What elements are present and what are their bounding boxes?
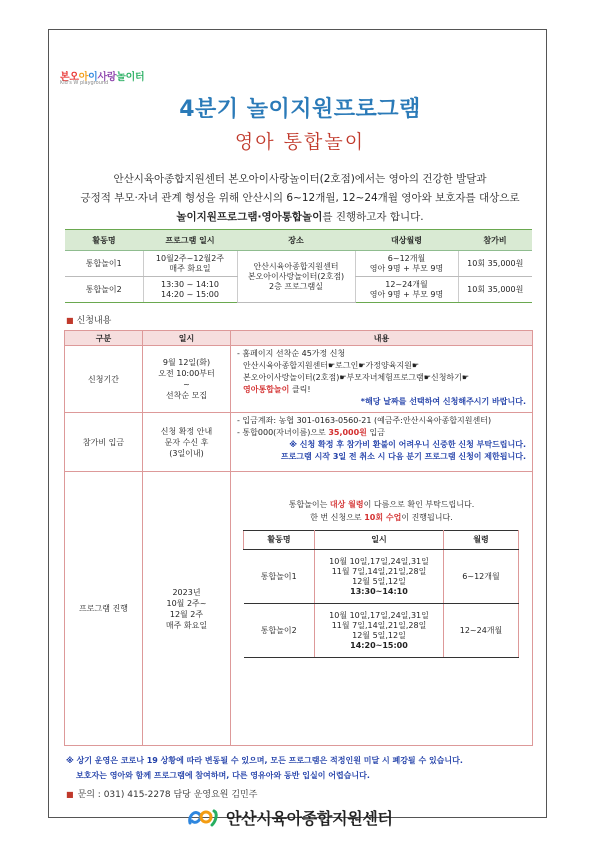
table-row — [65, 472, 533, 746]
date-line: 오전 10:00부터 — [158, 369, 215, 378]
target-age: 12~24개월 — [444, 604, 519, 658]
intro-line: 긍정적 부모·자녀 관계 형성을 위해 안산시의 6~12개월, 12~24개월 영아와 보호자를 대상으로 — [80, 192, 520, 204]
warning-text: 프로그램 시작 3일 전 취소 시 다음 분기 프로그램 신청이 제한됩니다. — [280, 452, 526, 461]
program-message — [231, 498, 532, 524]
date-line: 신청 확정 안내 — [160, 426, 213, 436]
content-text: 통합놀이는 — [288, 500, 330, 509]
content-text: 이 진행됩니다. — [401, 513, 453, 522]
deposit-amount: 35,000원 — [328, 428, 367, 437]
date-line: ~ — [183, 380, 190, 389]
age-line: 영아 9명 + 부모 9명 — [369, 263, 444, 273]
age-line: 6~12개월 — [387, 253, 426, 263]
table-row — [65, 346, 533, 413]
col-header: 대상월령 — [355, 230, 458, 251]
org-logo — [186, 806, 393, 829]
message-line — [231, 498, 532, 511]
date-line: (3일이내) — [169, 448, 204, 458]
summary-table — [65, 229, 532, 303]
row-date — [143, 413, 231, 472]
section-title: 신청내용 — [76, 316, 112, 326]
content-line: - 홈페이지 선착순 45가정 신청 — [237, 349, 346, 358]
application-table — [64, 330, 533, 746]
activity-name: 통합놀이2 — [65, 277, 143, 303]
program-date — [143, 251, 237, 277]
org-name: 안산시육아종합지원센터 — [226, 809, 393, 828]
row-content — [231, 413, 533, 472]
schedule-dates — [315, 550, 444, 604]
program-time — [143, 277, 237, 303]
target-age: 6~12개월 — [444, 550, 519, 604]
logo-part: 사랑 — [97, 72, 117, 83]
row-content — [231, 346, 533, 413]
col-header: 일시 — [315, 531, 444, 550]
col-header: 참가비 — [458, 230, 532, 251]
notice-text: *해당 날짜를 선택하여 신청해주시기 바랍니다. — [360, 397, 526, 406]
content-line — [237, 384, 532, 396]
schedule-table — [243, 530, 519, 658]
row-content — [231, 472, 533, 746]
fee: 10회 35,000원 — [458, 277, 532, 303]
row-label: 참가비 입금 — [65, 413, 143, 472]
page-title: 4분기 놀이지원프로그램 — [179, 97, 421, 122]
col-header: 장소 — [237, 230, 355, 251]
col-header: 월령 — [444, 531, 519, 550]
logo-part: 이 — [88, 72, 98, 83]
message-line — [231, 511, 532, 524]
date-line: 12월 5일,12일 — [352, 630, 406, 640]
warning-text: ※ 신청 확정 후 참가비 환불이 어려우니 신중한 신청 부탁드립니다. — [289, 440, 526, 449]
intro-rest: 를 진행하고자 합니다. — [322, 211, 424, 223]
date-line: 11월 7일,14일,21일,28일 — [331, 620, 427, 630]
row-date — [143, 472, 231, 746]
table-row — [244, 550, 519, 604]
time-line: 14:20 ~ 15:00 — [161, 289, 219, 299]
col-header: 일시 — [143, 331, 231, 346]
contact-text: 문의 : 031) 415-2278 담당 운영요원 김민주 — [77, 790, 258, 800]
content-text: 한 번 신청으로 — [310, 513, 365, 522]
content-text: 입금 — [366, 428, 385, 437]
table-row — [65, 413, 533, 472]
target-age — [355, 251, 458, 277]
schedule-dates — [315, 604, 444, 658]
place-line: 2층 프로그램실 — [268, 281, 323, 291]
row-label: 신청기간 — [65, 346, 143, 413]
date-line: 선착순 모집 — [165, 391, 208, 400]
date-line: 10월 10일,17일,24일,31일 — [329, 610, 429, 620]
col-header: 프로그램 일시 — [143, 230, 237, 251]
date-line: 9월 12일(화) — [162, 358, 211, 367]
intro-line: 안산시육아종합지원센터 본오아이사랑놀이터(2호점)에서는 영아의 건강한 발달과 — [113, 173, 487, 185]
section-heading — [66, 313, 111, 326]
time-line: 14:20~15:00 — [350, 640, 408, 650]
logo-tagline: Kid's W playground — [60, 80, 109, 86]
col-header: 활동명 — [244, 531, 315, 550]
notice-line: ※ 상기 운영은 코로나 19 상황에 따라 변동될 수 있으며, 모든 프로그램은 적정인원 미달 시 폐강될 수 있습니다. — [66, 756, 463, 765]
logo-part: 본오 — [60, 72, 79, 83]
deposit-info — [237, 427, 532, 439]
logo-part: 놀이터 — [116, 72, 145, 83]
table-row — [244, 604, 519, 658]
time-line: 13:30~14:10 — [350, 586, 408, 596]
content-line: 안산시육아종합지원센터☛로그인☛가정양육지원☛ — [243, 361, 420, 370]
table-row — [65, 251, 532, 277]
date-line: 10월2주~12월2주 — [155, 253, 225, 263]
date-line: 10월 2주~ — [166, 598, 207, 608]
logo-part: 아 — [78, 72, 89, 83]
date-line: 12월 5일,12일 — [352, 576, 406, 586]
square-bullet-icon: ■ — [66, 316, 74, 325]
date-line: 12월 2주 — [169, 609, 204, 619]
content-line: 본오아이사랑놀이터(2호점)☛부모자녀체험프로그램☛신청하기☛ — [243, 373, 470, 382]
program-place — [237, 251, 355, 303]
date-line: 문자 수신 후 — [164, 437, 209, 447]
activity-name: 통합놀이1 — [244, 550, 315, 604]
notice-block — [66, 753, 536, 783]
date-line: 매주 화요일 — [165, 620, 208, 630]
place-line: 본오아이사랑놀이터(2호점) — [247, 271, 345, 281]
col-header: 활동명 — [65, 230, 143, 251]
contact-info — [66, 787, 257, 800]
row-label: 프로그램 진행 — [65, 472, 143, 746]
activity-name: 통합놀이1 — [65, 251, 143, 277]
content-text: 이 다름으로 확인 부탁드립니다. — [363, 500, 475, 509]
center-logo-icon — [186, 807, 220, 829]
date-line: 11월 7일,14일,21일,28일 — [331, 566, 427, 576]
content-text: 클릭! — [289, 385, 311, 394]
highlight-text: 대상 월령 — [329, 500, 364, 509]
content-text: - 통합000(자녀이름)으로 — [237, 428, 329, 437]
intro-line — [60, 208, 540, 227]
date-line: 매주 화요일 — [169, 263, 211, 273]
highlight-text: 10회 수업 — [364, 513, 402, 522]
highlight-text: 영아통합놀이 — [243, 385, 290, 394]
fee: 10회 35,000원 — [458, 251, 532, 277]
intro-text — [60, 170, 540, 227]
page-subtitle: 영아 통합놀이 — [234, 131, 366, 153]
time-line: 13:30 ~ 14:10 — [161, 279, 219, 289]
date-line: 2023년 — [172, 587, 201, 597]
col-header: 내용 — [231, 331, 533, 346]
col-header: 구분 — [65, 331, 143, 346]
target-age — [355, 277, 458, 303]
place-line: 안산시육아종합지원센터 — [253, 261, 339, 271]
square-bullet-icon: ■ — [66, 790, 74, 799]
row-date — [143, 346, 231, 413]
notice-line: 보호자는 영아와 함께 프로그램에 참여하며, 다른 영유아와 동반 입실이 어렵습니다. — [76, 771, 370, 780]
activity-name: 통합놀이2 — [244, 604, 315, 658]
intro-bold: 놀이지원프로그램·영아통합놀이 — [176, 211, 323, 223]
age-line: 12~24개월 — [385, 279, 428, 289]
account-info: - 입금계좌: 농협 301-0163-0560-21 (예금주:안산시육아종합지원센터) — [237, 416, 492, 425]
date-line: 10월 10일,17일,24일,31일 — [329, 556, 429, 566]
age-line: 영아 9명 + 부모 9명 — [369, 289, 444, 299]
